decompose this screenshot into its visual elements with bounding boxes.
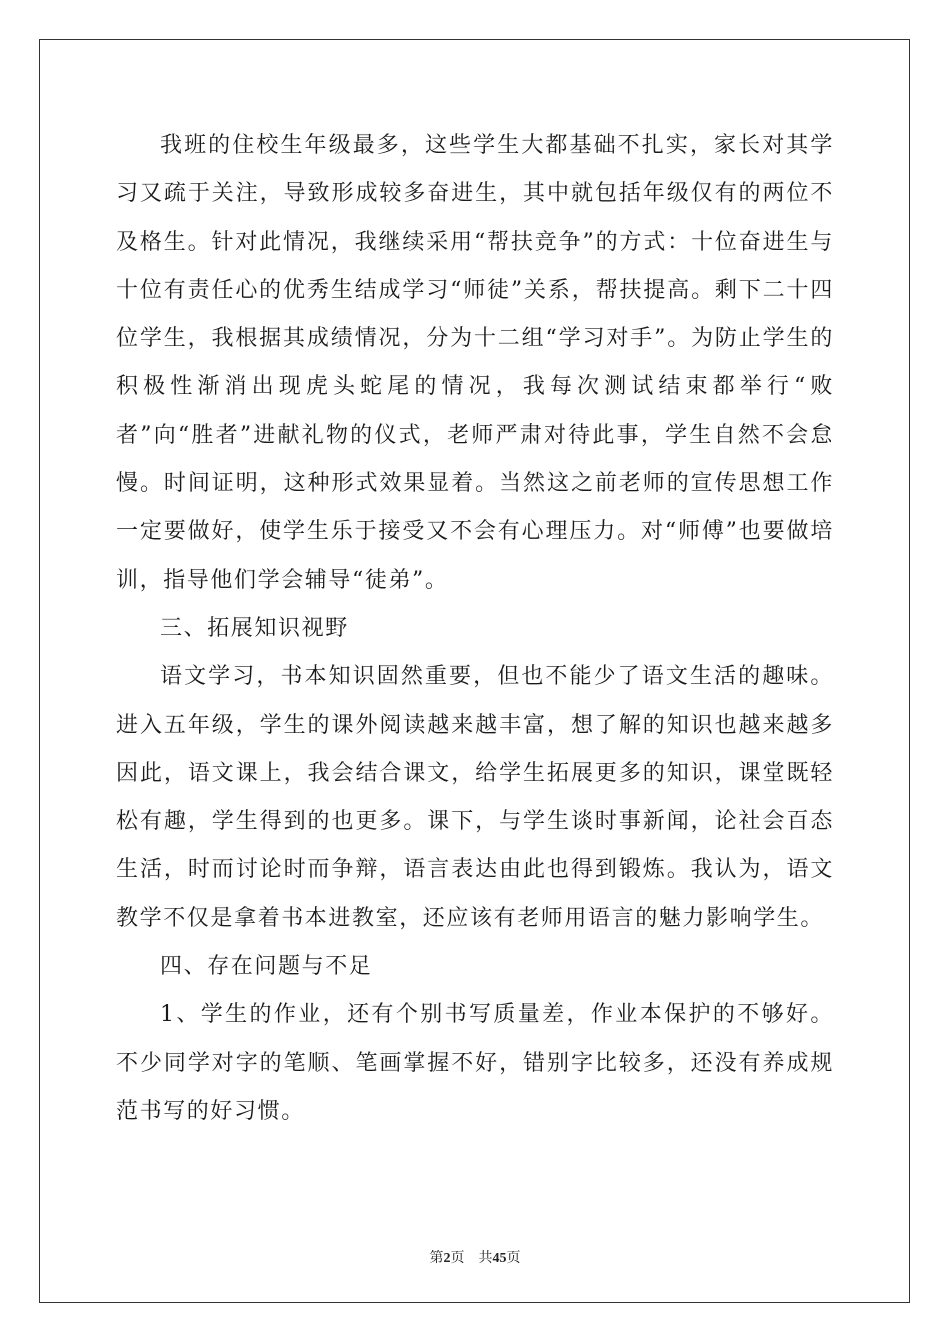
section-heading-problems: 四、存在问题与不足	[160, 954, 373, 980]
section-heading-expand-knowledge: 三、拓展知识视野	[160, 615, 349, 641]
document-body	[116, 122, 834, 1136]
total-suffix: 页	[506, 1251, 521, 1266]
paragraph-homework-problem: 1、学生的作业，还有个别书写质量差，作业本保护的不够好。不少同学对字的笔顺、笔画掌握不好，错别字比较多，还没有养成规范书写的好习惯。	[116, 1002, 834, 1124]
page-suffix: 页	[450, 1251, 465, 1266]
page-footer	[0, 1247, 950, 1267]
page-number: 2	[443, 1251, 451, 1266]
paragraph-study-pairs: 我班的住校生年级最多，这些学生大都基础不扎实，家长对其学习又疏于关注，导致形成较多奋进生，其中就包括年级仅有的两位不及格生。针对此情况，我继续采用“帮扶竞争”的方式：十位奋进生与十位有责任心的优秀生结成学习“师徒”关系，帮扶提高。剩下二十四位学生，我根据其成绩情况，分为十二组“学习对手”。为防止学生的积极性渐消出现虎头蛇尾的情况，我每次测试结束都举行“败者”向“胜者”进献礼物的仪式，老师严肃对待此事，学生自然不会怠慢。时间证明，这种形式效果显着。当然这之前老师的宣传思想工作一定要做好，使学生乐于接受又不会有心理压力。对“师傅”也要做培训，指导他们学会辅导“徒弟”。	[116, 133, 834, 593]
paragraph-expand-knowledge: 语文学习，书本知识固然重要，但也不能少了语文生活的趣味。进入五年级，学生的课外阅读越来越丰富，想了解的知识也越来越多因此，语文课上，我会结合课文，给学生拓展更多的知识，课堂既轻松有趣，学生得到的也更多。课下，与学生谈时事新闻，论社会百态生活，时而讨论时而争辩，语言表达由此也得到锻炼。我认为，语文教学不仅是拿着书本进教室，还应该有老师用语言的魅力影响学生。	[116, 664, 834, 931]
page-prefix: 第	[429, 1251, 444, 1266]
total-pages: 45	[492, 1251, 507, 1266]
total-prefix: 共	[478, 1251, 493, 1266]
